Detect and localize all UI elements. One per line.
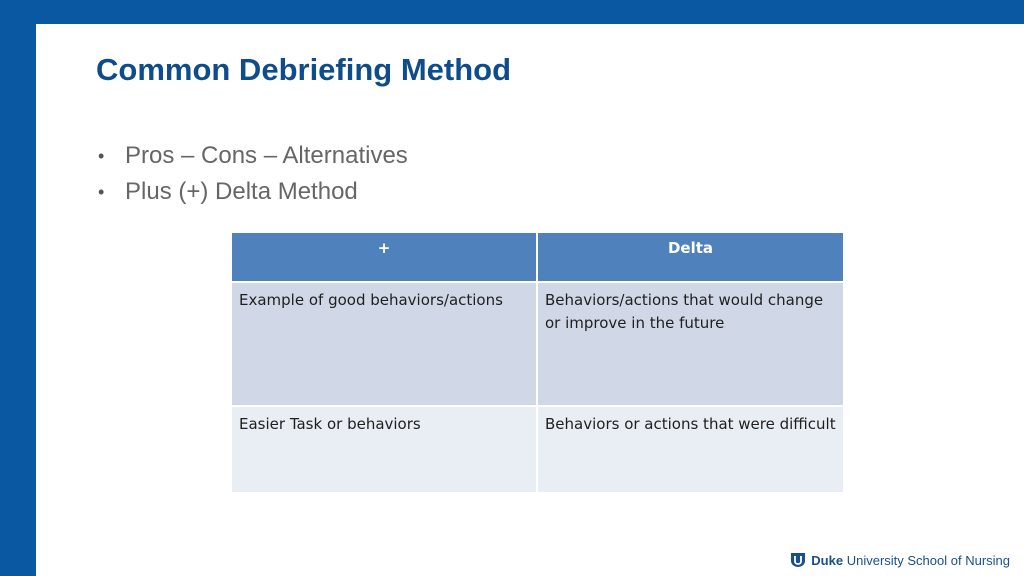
logo-text-bold: Duke bbox=[811, 552, 844, 568]
logo-text bbox=[811, 553, 1010, 568]
top-accent-bar bbox=[0, 0, 1024, 24]
table-cell: Behaviors/actions that would change or improve in the future bbox=[537, 282, 844, 406]
table-cell: Behaviors or actions that were difficult bbox=[537, 406, 844, 493]
duke-nursing-logo bbox=[790, 552, 1010, 568]
logo-text-rest: University School of Nursing bbox=[846, 552, 1010, 568]
table-cell: Easier Task or behaviors bbox=[231, 406, 537, 493]
table-header-row bbox=[231, 232, 844, 282]
slide-title: Common Debriefing Method bbox=[96, 52, 512, 87]
table-row bbox=[231, 406, 844, 493]
header-delta: Delta bbox=[537, 232, 844, 282]
table-row bbox=[231, 282, 844, 406]
left-accent-bar bbox=[0, 0, 36, 576]
bullet-list bbox=[96, 138, 408, 210]
bullet-text: Plus (+) Delta Method bbox=[125, 178, 358, 205]
bullet-dot-icon: • bbox=[98, 182, 105, 202]
header-plus: + bbox=[231, 232, 537, 282]
duke-shield-icon bbox=[790, 552, 806, 568]
bullet-item bbox=[96, 174, 408, 210]
table-cell: Example of good behaviors/actions bbox=[231, 282, 537, 406]
bullet-text: Pros – Cons – Alternatives bbox=[125, 142, 408, 169]
bullet-dot-icon: • bbox=[98, 146, 105, 166]
bullet-item bbox=[96, 138, 408, 174]
plus-delta-table bbox=[230, 231, 845, 494]
